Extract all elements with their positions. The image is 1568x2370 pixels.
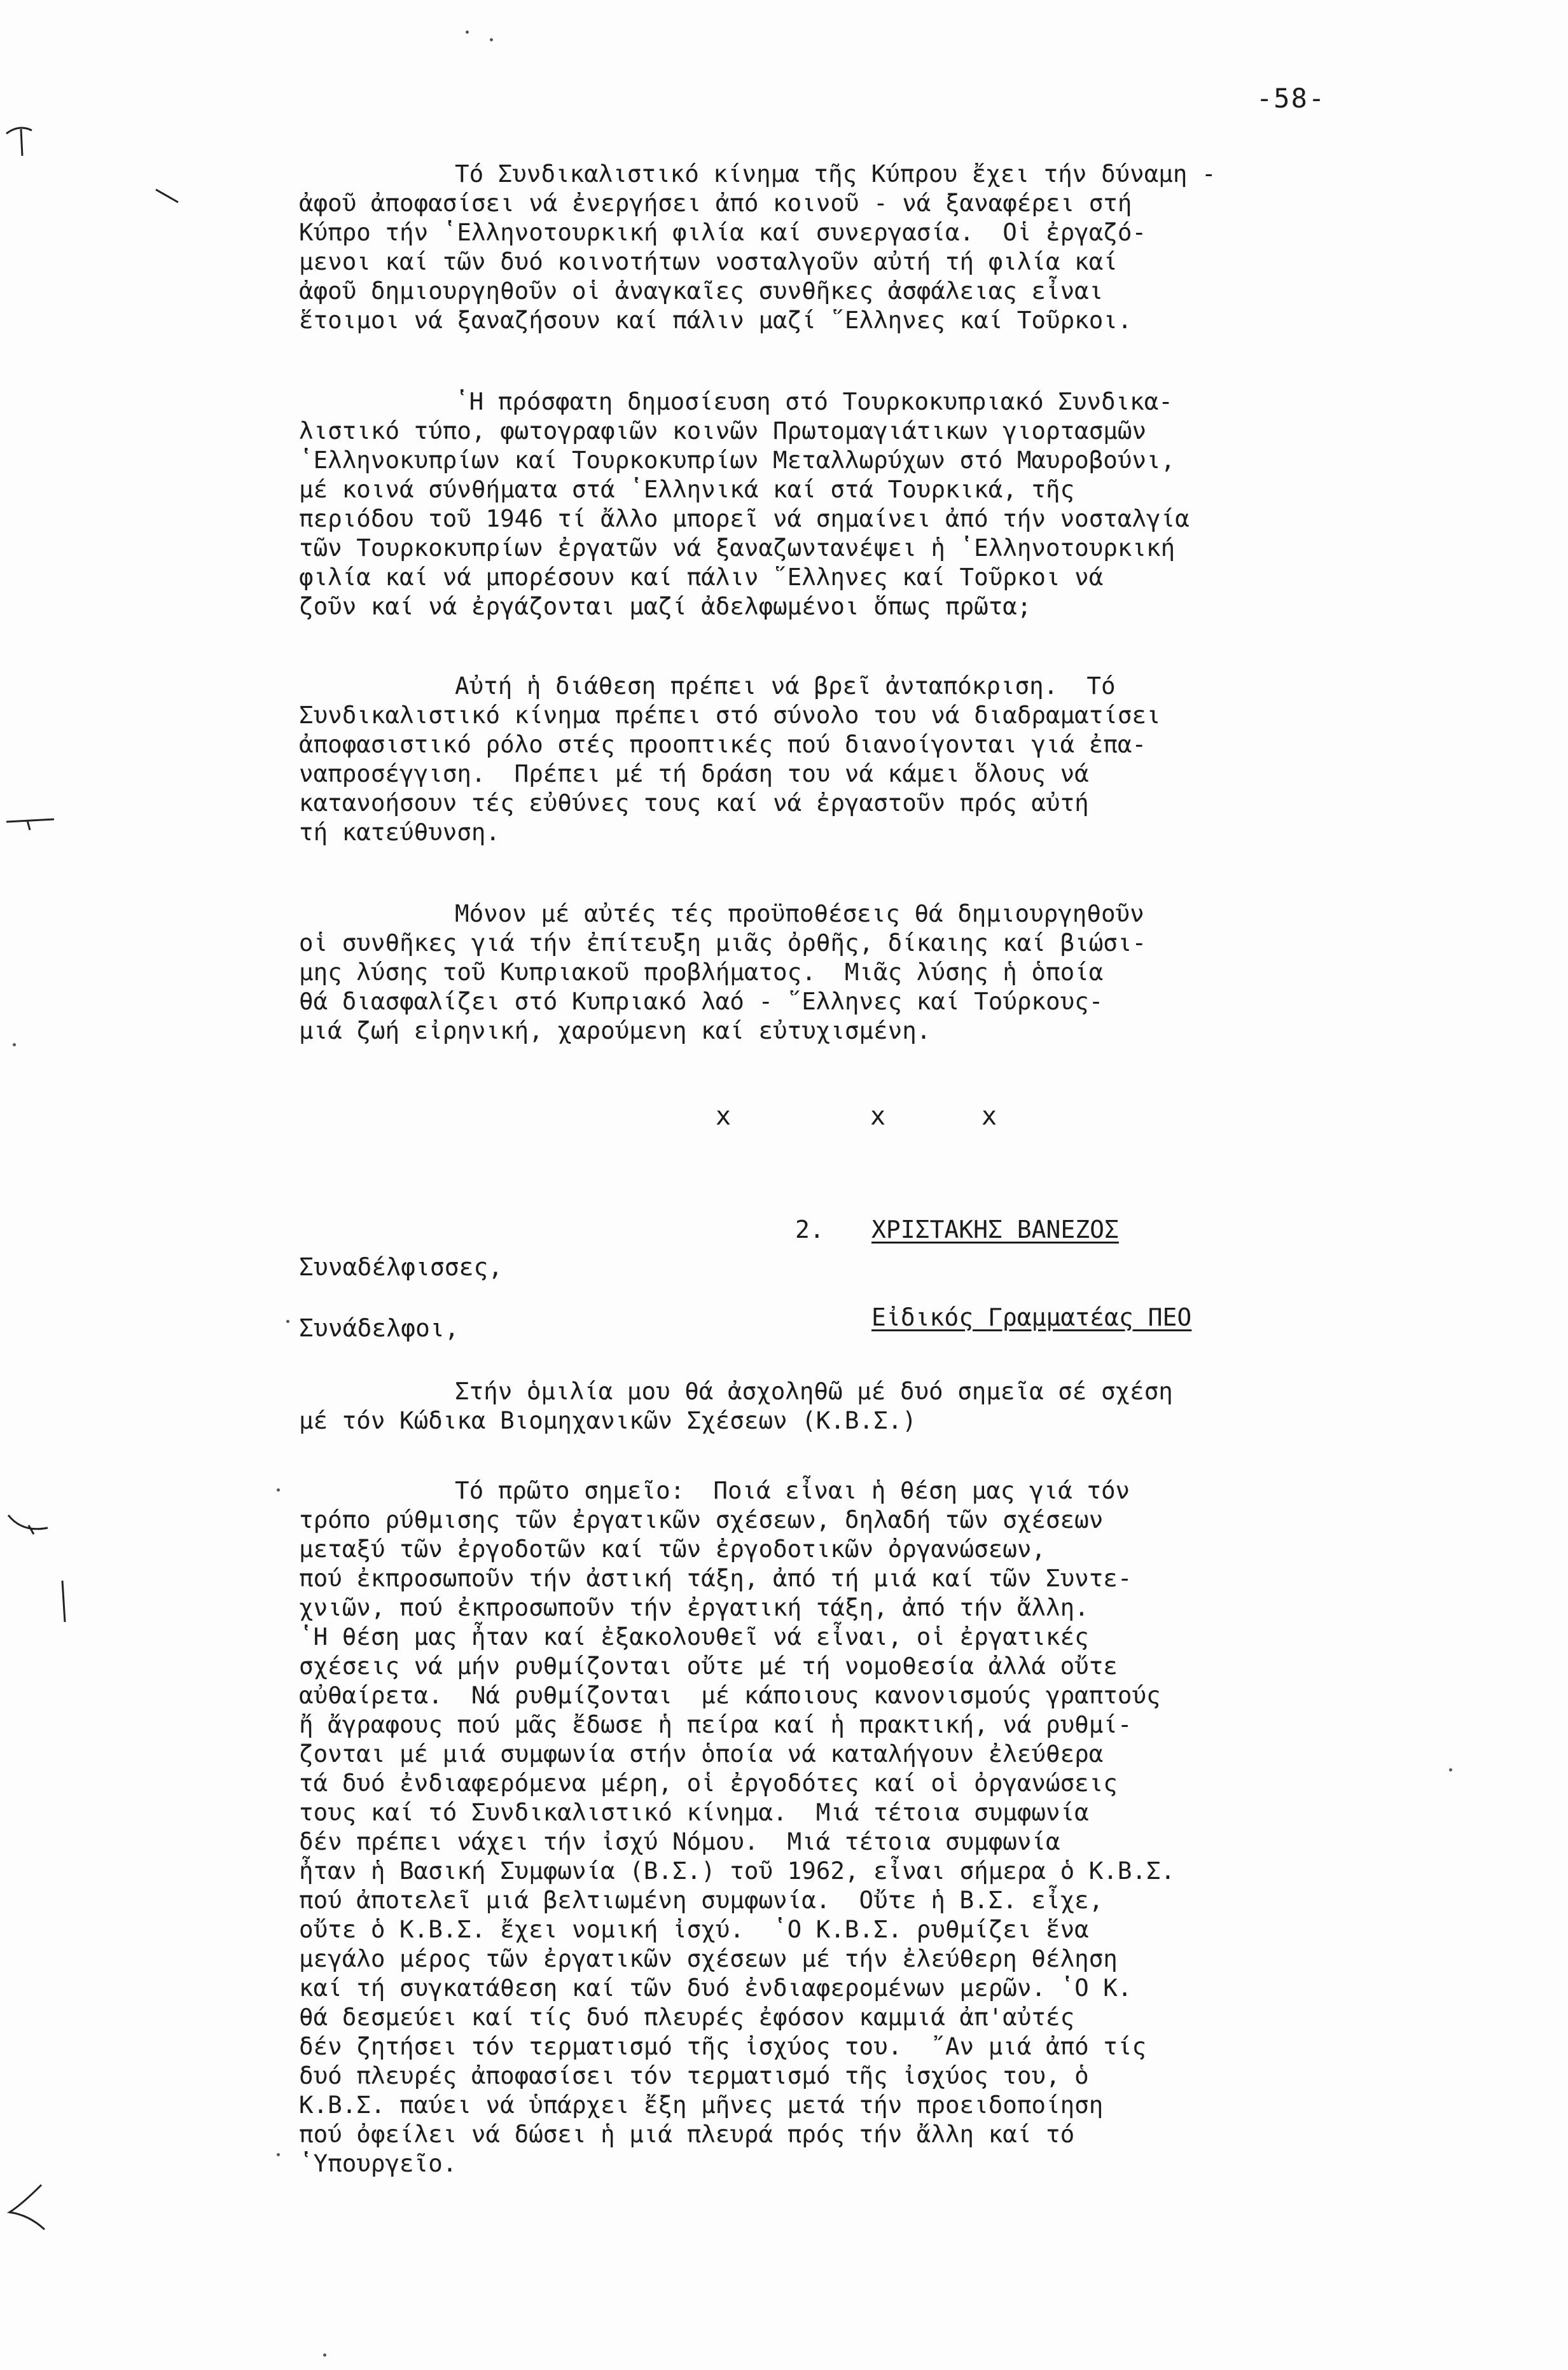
- text-line: λιστικό τύπο, φωτογραφιῶν κοινῶν Πρωτομαγιάτικων γιορτασμῶν: [299, 417, 1147, 445]
- text-line: θά διασφαλίζει στό Κυπριακό λαό - ῞Ελληνες καί Τούρκους-: [299, 987, 1104, 1015]
- text-line: μέ κοινά σύνθήματα στά ʽΕλληνικά καί στά Τουρκικά, τῆς: [299, 475, 1075, 503]
- text-line: Συνδικαλιστικό κίνημα πρέπει στό σύνολο του νά διαδραματίσει: [299, 701, 1161, 729]
- text-line: ζοῦν καί νά ἐργάζονται μαζί ἀδελφωμένοι ὅπως πρῶτα;: [299, 592, 1032, 620]
- text-line: χνιῶν, πού ἐκπροσωποῦν τήν ἐργατική τάξη, ἀπό τήν ἄλλη.: [299, 1593, 1089, 1621]
- text-line: μενοι καί τῶν δυό κοινοτήτων νοσταλγοῦν αὐτή τή φιλία καί: [299, 247, 1118, 275]
- text-line: πού ἀποτελεῖ μιά βελτιωμένη συμφωνία. Οὔτε ἡ Β.Σ. εἶχε,: [299, 1886, 1104, 1914]
- text-line: δέν πρέπει νάχει τήν ἰσχύ Νόμου. Μιά τέτοια συμφωνία: [299, 1827, 1060, 1855]
- scan-speck-icon: [277, 1488, 280, 1492]
- paragraph-cyprus-friendship: [299, 159, 1444, 335]
- text-line: πού ὀφείλει νά δώσει ἡ μιά πλευρά πρός τήν ἄλλη καί τό: [299, 2120, 1075, 2148]
- text-line: περιόδου τοῦ 1946 τί ἄλλο μπορεῖ νά σημαίνει ἀπό τήν νοσταλγία: [299, 504, 1190, 532]
- margin-hole-mark-icon: [3, 118, 41, 162]
- text-line: ʽΗ θέση μας ἦταν καί ἐξακολουθεῖ νά εἶναι, οἱ ἐργατικές: [299, 1623, 1089, 1651]
- scan-speck-icon: [323, 2353, 326, 2357]
- margin-hole-mark-icon: [3, 1507, 54, 1546]
- text-line: Τό Συνδικαλιστικό κίνημα τῆς Κύπρου ἔχει τήν δύναμη -: [455, 160, 1216, 188]
- text-line: φιλία καί νά μπορέσουν καί πάλιν ῞Ελληνες καί Τοῦρκοι νά: [299, 563, 1104, 591]
- text-line: ζονται μέ μιά συμφωνία στήν ὁποία νά καταλήγουν ἐλεύθερα: [299, 1740, 1104, 1768]
- text-line: δυό πλευρές ἀποφασίσει τόν τερματισμό τῆς ἰσχύος του, ὁ: [299, 2062, 1089, 2089]
- speaker-number: 2.: [795, 1216, 824, 1244]
- text-line: ἀφοῦ ἀποφασίσει νά ἐνεργήσει ἀπό κοινοῦ - νά ξαναφέρει στή: [299, 189, 1132, 217]
- text-line: τά δυό ἐνδιαφερόμενα μέρη, οἱ ἐργοδότες καί οἱ ὀργανώσεις: [299, 1769, 1118, 1797]
- text-line: κατανοήσουν τές εὐθύνες τους καί νά ἐργαστοῦν πρός αὐτή: [299, 789, 1089, 817]
- text-line: μιά ζωή εἰρηνική, χαρούμενη καί εὐτυχισμένη.: [299, 1016, 931, 1044]
- text-line: ναπροσέγγιση. Πρέπει μέ τή δράση του νά κάμει ὅλους νά: [299, 759, 1089, 787]
- text-line: μεγάλο μέρος τῶν ἐργατικῶν σχέσεων μέ τήν ἐλεύθερη θέληση: [299, 1944, 1118, 1972]
- scan-speck-icon: [277, 2153, 280, 2156]
- text-line: Στήν ὁμιλία μου θά ἀσχοληθῶ μέ δυό σημεῖα σέ σχέση: [455, 1377, 1173, 1405]
- separator-mark: x: [982, 1102, 997, 1131]
- text-line: Μόνον μέ αὐτές τές προϋποθέσεις θά δημιουργηθοῦν: [455, 899, 1144, 927]
- text-line: Αὐτή ἡ διάθεση πρέπει νά βρεῖ ἀνταπόκριση. Τό: [455, 672, 1116, 700]
- text-line: οἱ συνθῆκες γιά τήν ἐπίτευξη μιᾶς ὀρθῆς, δίκαιης καί βιώσι-: [299, 929, 1147, 957]
- scan-speck-icon: [13, 1043, 16, 1046]
- page-number: -58-: [1256, 83, 1326, 114]
- text-line: ἀφοῦ δημιουργηθοῦν οἱ ἀναγκαῖες συνθῆκες ἀσφάλειας εἶναι: [299, 277, 1104, 305]
- paragraph-speech-intro: [299, 1376, 1444, 1435]
- text-line: Κ.Β.Σ. παύει νά ὑπάρχει ἔξη μῆνες μετά τήν προειδοποίηση: [299, 2091, 1104, 2119]
- text-line: ʽΥπουργεῖο.: [299, 2149, 457, 2177]
- margin-hole-mark-icon: [3, 2182, 54, 2233]
- paragraph-conditions: [299, 899, 1444, 1045]
- text-line: ἦταν ἡ Βασική Συμφωνία (Β.Σ.) τοῦ 1962, εἶναι σήμερα ὁ Κ.Β.Σ.: [299, 1857, 1176, 1885]
- text-line: ἕτοιμοι νά ξαναζήσουν καί πάλιν μαζί ῞Ελληνες καί Τοῦρκοι.: [299, 306, 1132, 334]
- text-line: οὔτε ὁ Κ.Β.Σ. ἔχει νομική ἰσχύ. ʽΟ Κ.Β.Σ. ρυθμίζει ἕνα: [299, 1915, 1089, 1943]
- text-line: ἤ ἄγραφους πού μᾶς ἔδωσε ἡ πείρα καί ἡ πρακτική, νά ρυθμί-: [299, 1710, 1132, 1738]
- text-line: τους καί τό Συνδικαλιστικό κίνημα. Μιά τέτοια συμφωνία: [299, 1798, 1089, 1826]
- text-line: τή κατεύθυνση.: [299, 818, 501, 846]
- text-line: ʽΗ πρόσφατη δημοσίευση στό Τουρκοκυπριακό Συνδικα-: [455, 387, 1173, 415]
- paragraph-response: [299, 671, 1444, 847]
- salutation-male: Συνάδελφοι,: [299, 1314, 459, 1342]
- speaker-name: ΧΡΙΣΤΑΚΗΣ ΒΑΝΕΖΟΣ: [871, 1216, 1119, 1244]
- separator-mark: x: [870, 1102, 886, 1131]
- text-line: δέν ζητήσει τόν τερματισμό τῆς ἰσχύος του. ῎Αν μιά ἀπό τίς: [299, 2032, 1147, 2060]
- text-line: αὐθαίρετα. Νά ρυθμίζονται μέ κάποιους κανονισμούς γραπτούς: [299, 1681, 1161, 1709]
- text-line: μέ τόν Κώδικα Βιομηχανικῶν Σχέσεων (Κ.Β.Σ.): [299, 1406, 917, 1434]
- salutation-female: Συναδέλφισσες,: [299, 1253, 503, 1281]
- text-line: τρόπο ρύθμισης τῶν ἐργατικῶν σχέσεων, δηλαδή τῶν σχέσεων: [299, 1506, 1104, 1534]
- paragraph-first-point: [299, 1476, 1444, 2178]
- margin-tick-mark-icon: [153, 184, 184, 210]
- scan-speck-icon: [286, 1320, 289, 1323]
- text-line: σχέσεις νά μήν ρυθμίζονται οὔτε μέ τή νομοθεσία ἀλλά οὔτε: [299, 1652, 1118, 1680]
- text-line: Κύπρο τήν ʽΕλληνοτουρκική φιλία καί συνεργασία. Οἱ ἐργαζό-: [299, 218, 1147, 246]
- text-line: ἀποφασιστικό ρόλο στές προοπτικές πού διανοίγονται γιά ἐπα-: [299, 730, 1147, 758]
- text-line: τῶν Τουρκοκυπρίων ἐργατῶν νά ξαναζωντανέψει ἡ ʽΕλληνοτουρκική: [299, 534, 1176, 562]
- speaker-title: Εἰδικός Γραμματέας ΠΕΟ: [871, 1303, 1192, 1331]
- text-line: καί τή συγκατάθεση καί τῶν δυό ἐνδιαφερομένων μερῶν. ʽΟ Κ.: [299, 1974, 1132, 2002]
- text-line: Τό πρῶτο σημεῖο: Ποιά εἶναι ἡ θέση μας γιά τόν: [455, 1476, 1130, 1504]
- text-line: μης λύσης τοῦ Κυπριακοῦ προβλήματος. Μιᾶς λύσης ἡ ὁποία: [299, 958, 1104, 986]
- text-line: πού ἐκπροσωποῦν τήν ἀστική τάξη, ἀπό τή μιά καί τῶν Συντε-: [299, 1564, 1132, 1592]
- text-line: θά δεσμεύει καί τίς δυό πλευρές ἐφόσον καμμιά ἀπ'αὐτές: [299, 2003, 1075, 2031]
- paragraph-press-publication: [299, 387, 1444, 621]
- margin-line-mark-icon: [57, 1577, 70, 1628]
- speaker-heading: [795, 1156, 1191, 1390]
- text-line: ʽΕλληνοκυπρίων καί Τουρκοκυπρίων Μεταλλωρύχων στό Μαυροβούνι,: [299, 446, 1176, 474]
- text-line: μεταξύ τῶν ἐργοδοτῶν καί τῶν ἐργοδοτικῶν ὀργανώσεων,: [299, 1535, 1046, 1563]
- scan-speck-icon: [466, 31, 469, 34]
- scan-speck-icon: [1449, 1768, 1452, 1771]
- margin-hole-mark-icon: [3, 808, 60, 833]
- separator-mark: x: [716, 1102, 732, 1131]
- scan-speck-icon: [490, 38, 493, 41]
